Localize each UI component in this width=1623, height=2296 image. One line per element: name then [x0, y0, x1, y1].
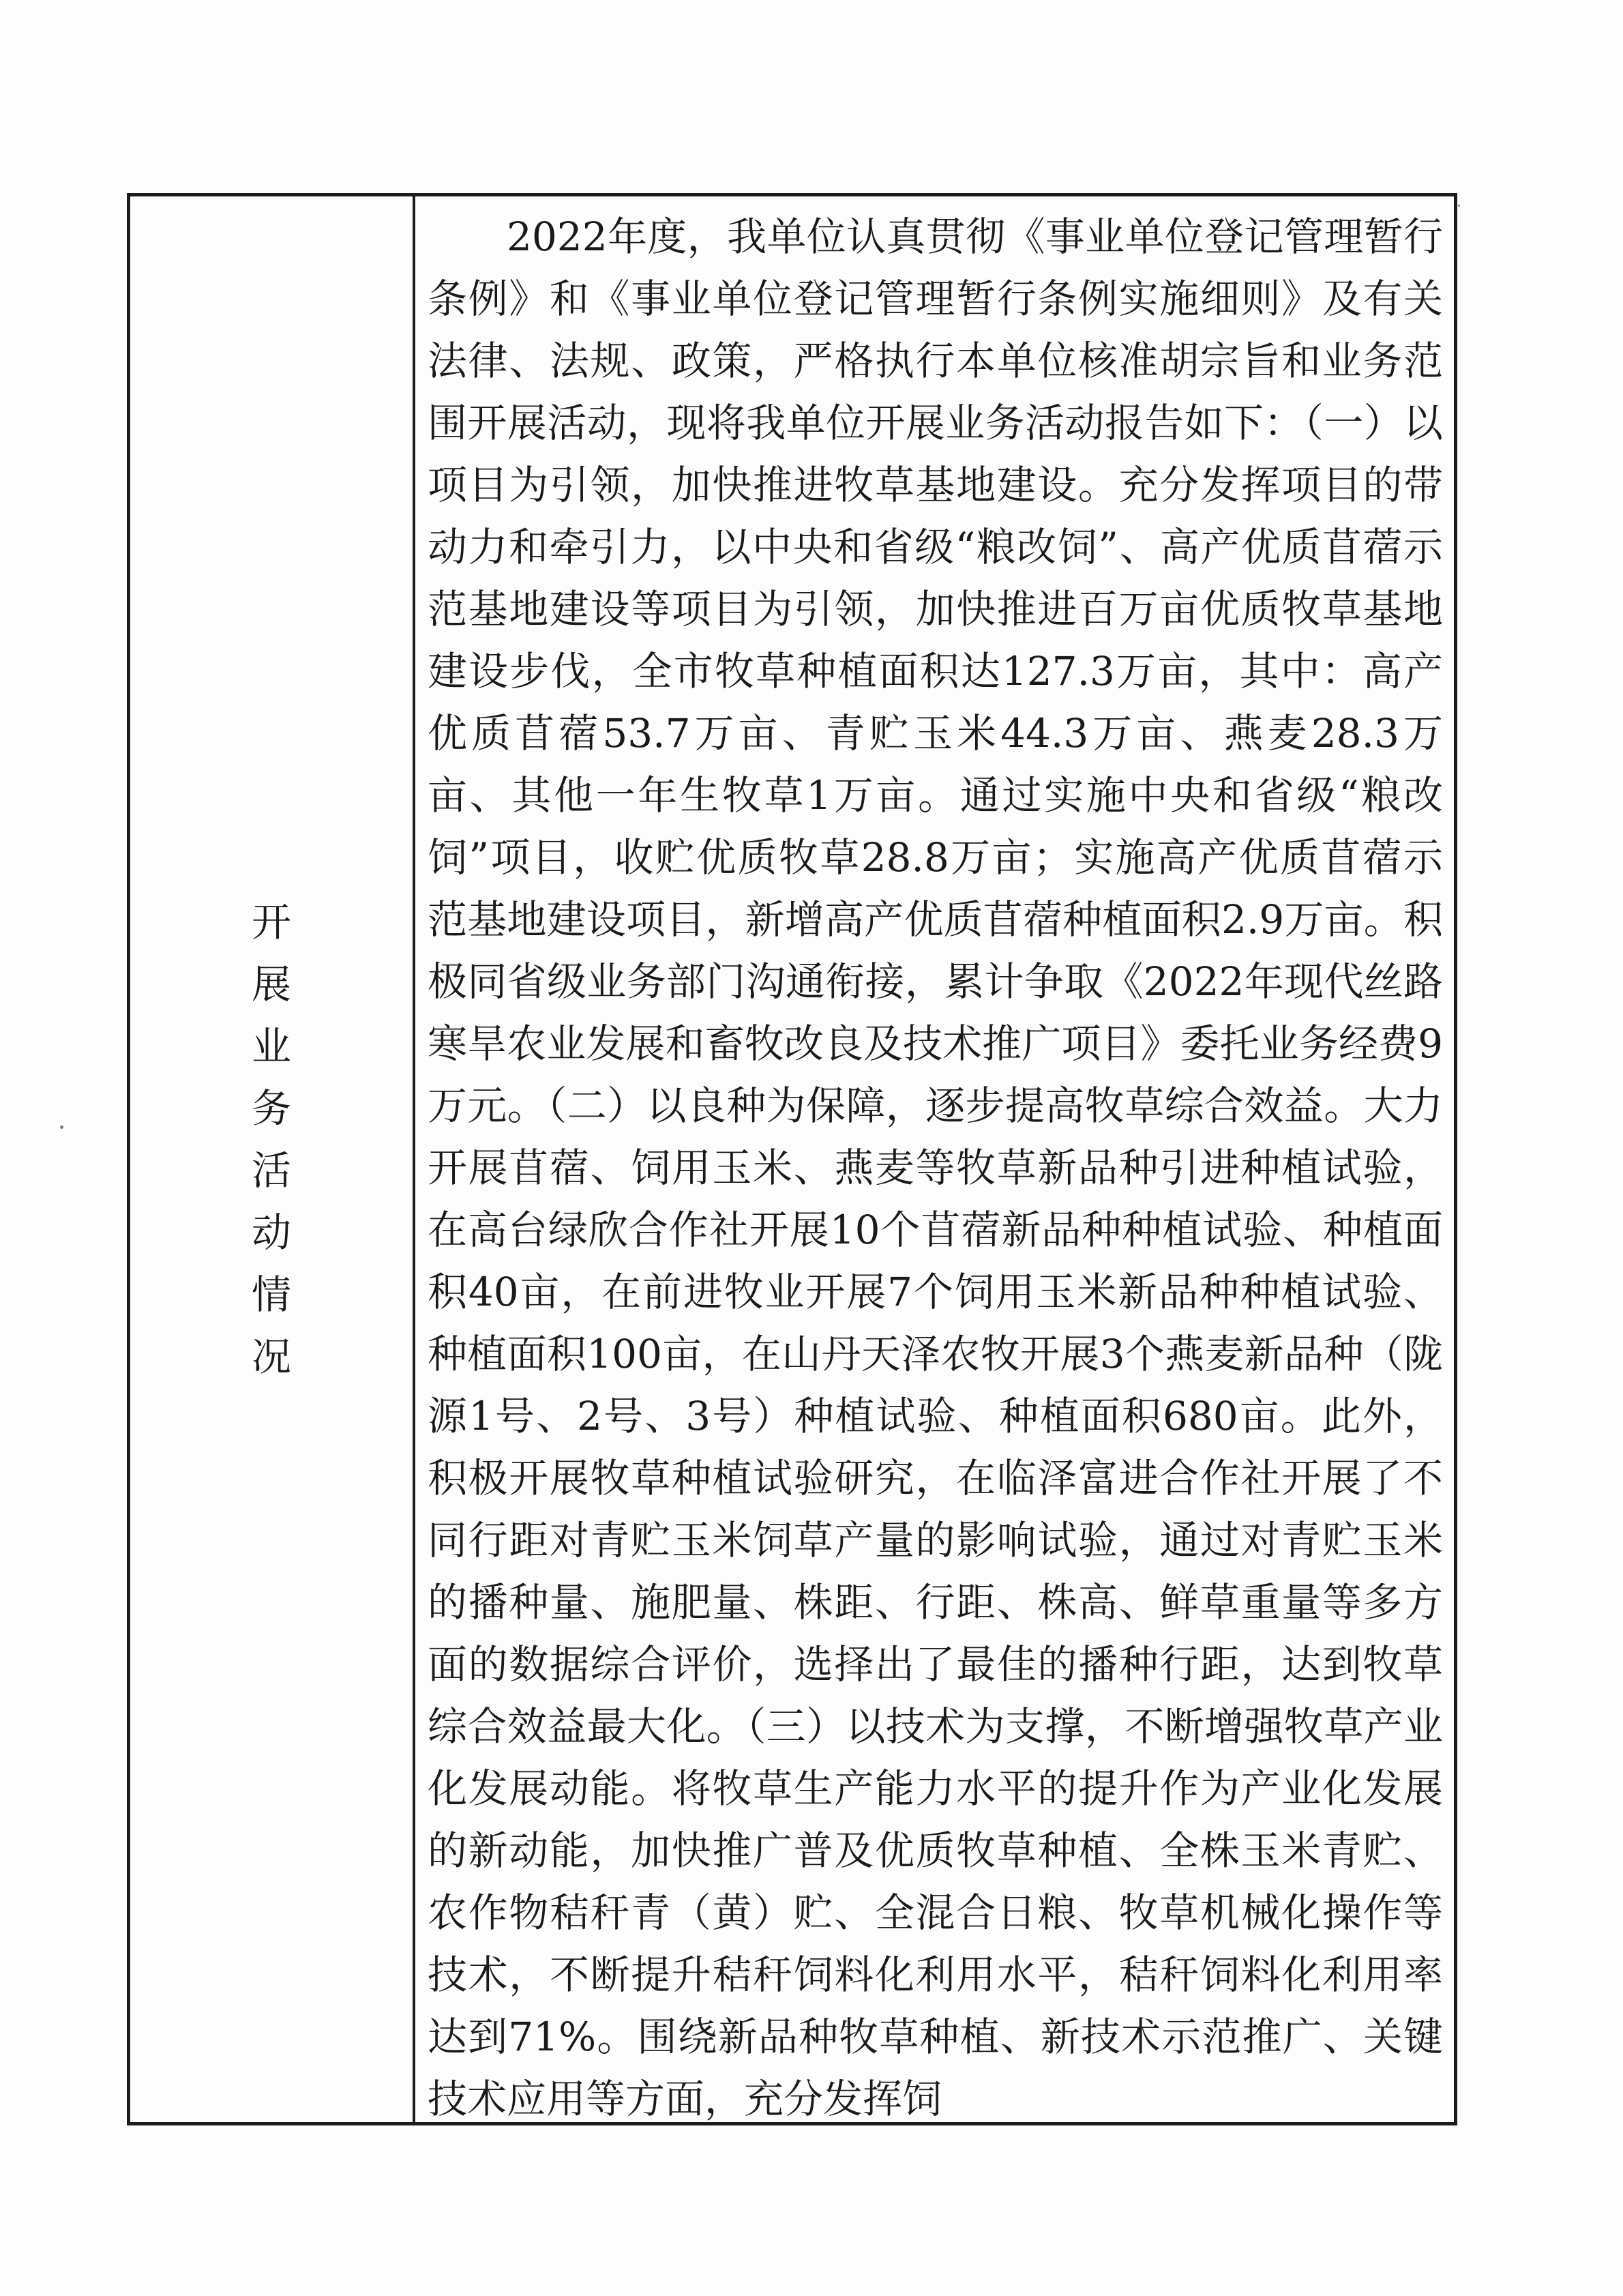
scan-speck	[1458, 205, 1460, 207]
content-cell	[415, 196, 1454, 2122]
section-label-cell	[130, 196, 415, 2122]
scan-speck	[60, 1125, 63, 1129]
section-label: 开展业务活动情况	[251, 898, 291, 1380]
business-activity-text: 2022年度，我单位认真贯彻《事业单位登记管理暂行条例》和《事业单位登记管理暂行条例实施细则》及有关法律、法规、政策，严格执行本单位核准胡宗旨和业务范围开展活动，现将我单位开展业务活动报告如下：（一）以项目为引领，加快推进牧草基地建设。充分发挥项目的带动力和牵引力，以中央和省级“粮改饲”、高产优质苜蓿示范基地建设等项目为引领，加快推进百万亩优质牧草基地建设步伐，全市牧草种植面积达127.3万亩，其中：高产优质苜蓿53.7万亩、青贮玉米44.3万亩、燕麦28.3万亩、其他一年生牧草1万亩。通过实施中央和省级“粮改饲”项目，收贮优质牧草28.8万亩；实施高产优质苜蓿示范基地建设项目，新增高产优质苜蓿种植面积2.9万亩。积极同省级业务部门沟通衔接，累计争取《2022年现代丝路寒旱农业发展和畜牧改良及技术推广项目》委托业务经费9万元。（二）以良种为保障，逐步提高牧草综合效益。大力开展苜蓿、饲用玉米、燕麦等牧草新品种引进种植试验，在高台绿欣合作社开展10个苜蓿新品种种植试验、种植面积40亩，在前进牧业开展7个饲用玉米新品种种植试验、种植面积100亩，在山丹天泽农牧开展3个燕麦新品种（陇源1号、2号、3号）种植试验、种植面积680亩。此外，积极开展牧草种植试验研究，在临泽富进合作社开展了不同行距对青贮玉米饲草产量的影响试验，通过对青贮玉米的播种量、施肥量、株距、行距、株高、鲜草重量等多方面的数据综合评价，选择出了最佳的播种行距，达到牧草综合效益最大化。（三）以技术为支撑，不断增强牧草产业化发展动能。将牧草生产能力水平的提升作为产业化发展的新动能，加快推广普及优质牧草种植、全株玉米青贮、农作物秸秆青（黄）贮、全混合日粮、牧草机械化操作等技术，不断提升秸秆饲料化利用水平，秸秆饲料化利用率达到71%。围绕新品种牧草种植、新技术示范推广、关键技术应用等方面，充分发挥饲	[428, 214, 1443, 2122]
report-table	[127, 193, 1457, 2125]
